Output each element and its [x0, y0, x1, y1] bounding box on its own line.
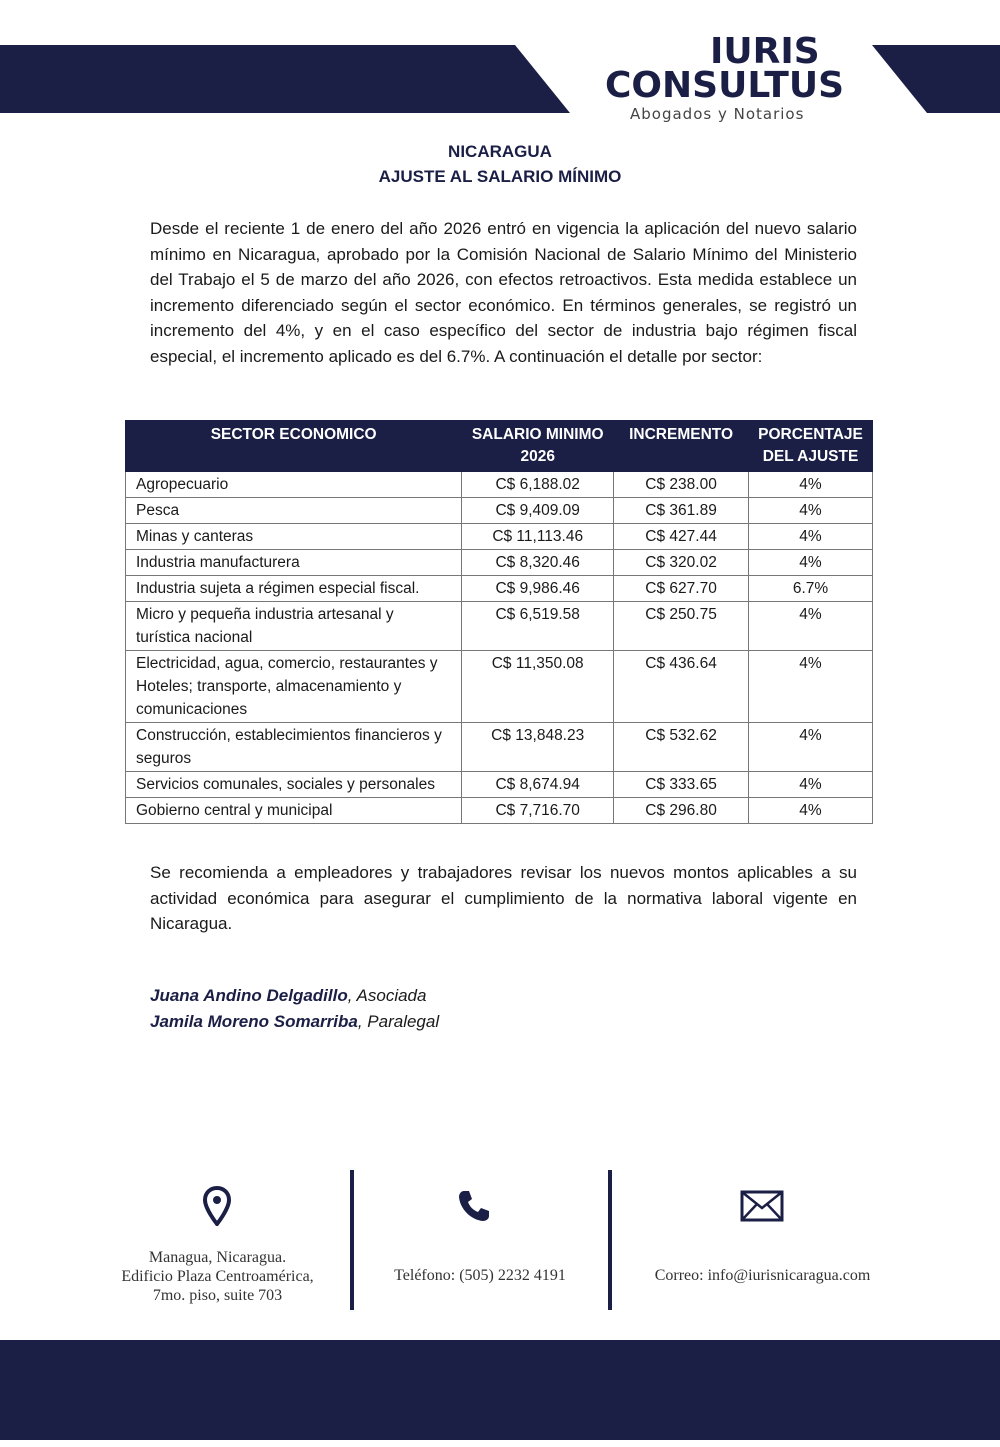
signature-role: , Paralegal: [357, 1012, 440, 1031]
sector-cell: Minas y canteras: [126, 524, 462, 550]
sector-cell: Construcción, establecimientos financieros y seguros: [126, 723, 462, 772]
address-line: 7mo. piso, suite 703: [152, 1287, 283, 1304]
address-line: Edificio Plaza Centroamérica,: [121, 1268, 314, 1285]
signature-role: , Asociada: [347, 986, 427, 1005]
percentage-cell: 4%: [749, 602, 873, 651]
table-row: [126, 524, 873, 550]
signature-name: Juana Andino Delgadillo: [150, 986, 348, 1005]
table-row: [126, 472, 873, 498]
increment-cell: C$ 427.44: [614, 524, 749, 550]
salary-cell: C$ 13,848.23: [462, 723, 614, 772]
phone-icon: [456, 1188, 492, 1224]
table-header-row: [126, 421, 873, 472]
firm-logo: [600, 30, 850, 130]
salary-cell: C$ 9,409.09: [462, 498, 614, 524]
table-row: [126, 602, 873, 651]
percentage-cell: 4%: [749, 651, 873, 723]
logo-tagline: Abogados y Notarios: [630, 105, 805, 123]
percentage-cell: 4%: [749, 798, 873, 824]
footer-divider: [350, 1170, 354, 1310]
increment-cell: C$ 627.70: [614, 576, 749, 602]
footer-phone: Teléfono: (505) 2232 4191: [394, 1267, 566, 1284]
footer-band: [0, 1340, 1000, 1440]
signature-2: [150, 1012, 439, 1032]
signature-name: Jamila Moreno Somarriba: [150, 1012, 358, 1031]
salary-table: [125, 420, 873, 824]
percentage-cell: 4%: [749, 472, 873, 498]
table-row: [126, 651, 873, 723]
salary-cell: C$ 6,519.58: [462, 602, 614, 651]
salary-cell: C$ 11,350.08: [462, 651, 614, 723]
increment-cell: C$ 436.64: [614, 651, 749, 723]
increment-cell: C$ 250.75: [614, 602, 749, 651]
salary-cell: C$ 11,113.46: [462, 524, 614, 550]
logo-line1: IURIS: [710, 31, 820, 72]
sector-cell: Industria manufacturera: [126, 550, 462, 576]
page-title: AJUSTE AL SALARIO MÍNIMO: [378, 167, 622, 186]
sector-cell: Micro y pequeña industria artesanal y turística nacional: [126, 602, 462, 651]
sector-cell: Industria sujeta a régimen especial fiscal.: [126, 576, 462, 602]
salary-cell: C$ 7,716.70: [462, 798, 614, 824]
percentage-cell: 4%: [749, 498, 873, 524]
increment-cell: C$ 296.80: [614, 798, 749, 824]
percentage-cell: 4%: [749, 550, 873, 576]
header-sector: SECTOR ECONOMICO: [126, 421, 462, 472]
sector-cell: Electricidad, agua, comercio, restaurantes y Hoteles; transporte, almacenamiento y comunicaciones: [126, 651, 462, 723]
sector-cell: Agropecuario: [126, 472, 462, 498]
header-percentage: PORCENTAJE DEL AJUSTE: [749, 421, 873, 472]
sector-cell: Pesca: [126, 498, 462, 524]
percentage-cell: 4%: [749, 723, 873, 772]
closing-paragraph: Se recomienda a empleadores y trabajadores revisar los nuevos montos aplicables a su actividad económica para asegurar el cumplimiento de la normativa laboral vigente en Nicaragua.: [150, 863, 857, 933]
table-row: [126, 498, 873, 524]
footer-email: Correo: info@iurisnicaragua.com: [654, 1267, 871, 1284]
salary-cell: C$ 8,674.94: [462, 772, 614, 798]
sector-cell: Gobierno central y municipal: [126, 798, 462, 824]
table-row: [126, 550, 873, 576]
salary-cell: C$ 6,188.02: [462, 472, 614, 498]
signature-1: [150, 986, 426, 1006]
increment-cell: C$ 238.00: [614, 472, 749, 498]
footer-divider: [608, 1170, 612, 1310]
logo-line2: CONSULTUS: [605, 65, 845, 106]
increment-cell: C$ 320.02: [614, 550, 749, 576]
increment-cell: C$ 361.89: [614, 498, 749, 524]
page-title-country: NICARAGUA: [448, 142, 552, 161]
header-salary: SALARIO MINIMO 2026: [462, 421, 614, 472]
salary-cell: C$ 8,320.46: [462, 550, 614, 576]
table-row: [126, 798, 873, 824]
percentage-cell: 4%: [749, 524, 873, 550]
envelope-icon: [740, 1190, 784, 1222]
percentage-cell: 6.7%: [749, 576, 873, 602]
header-band-right: [872, 45, 1000, 113]
footer-address: [100, 1248, 335, 1305]
increment-cell: C$ 532.62: [614, 723, 749, 772]
location-pin-icon: [203, 1186, 231, 1226]
table-row: [126, 772, 873, 798]
salary-cell: C$ 9,986.46: [462, 576, 614, 602]
intro-paragraph: Desde el reciente 1 de enero del año 2026 entró en vigencia la aplicación del nuevo salario mínimo en Nicaragua, aprobado por la Comisión Nacional de Salario Mínimo del Ministerio del Trabajo el 5 de marzo del año 2026, con efectos retroactivos. Esta medida establece un incremento diferenciado según el sector económico. En términos generales, se registró un incremento del 4%, y en el caso específico del sector de industria bajo régimen fiscal especial, el incremento aplicado es del 6.7%. A continuación el detalle por sector:: [150, 219, 857, 366]
table-row: [126, 723, 873, 772]
increment-cell: C$ 333.65: [614, 772, 749, 798]
percentage-cell: 4%: [749, 772, 873, 798]
address-line: Managua, Nicaragua.: [148, 1249, 287, 1266]
sector-cell: Servicios comunales, sociales y personales: [126, 772, 462, 798]
header-increment: INCREMENTO: [614, 421, 749, 472]
header-band-left: [0, 45, 570, 113]
table-row: [126, 576, 873, 602]
